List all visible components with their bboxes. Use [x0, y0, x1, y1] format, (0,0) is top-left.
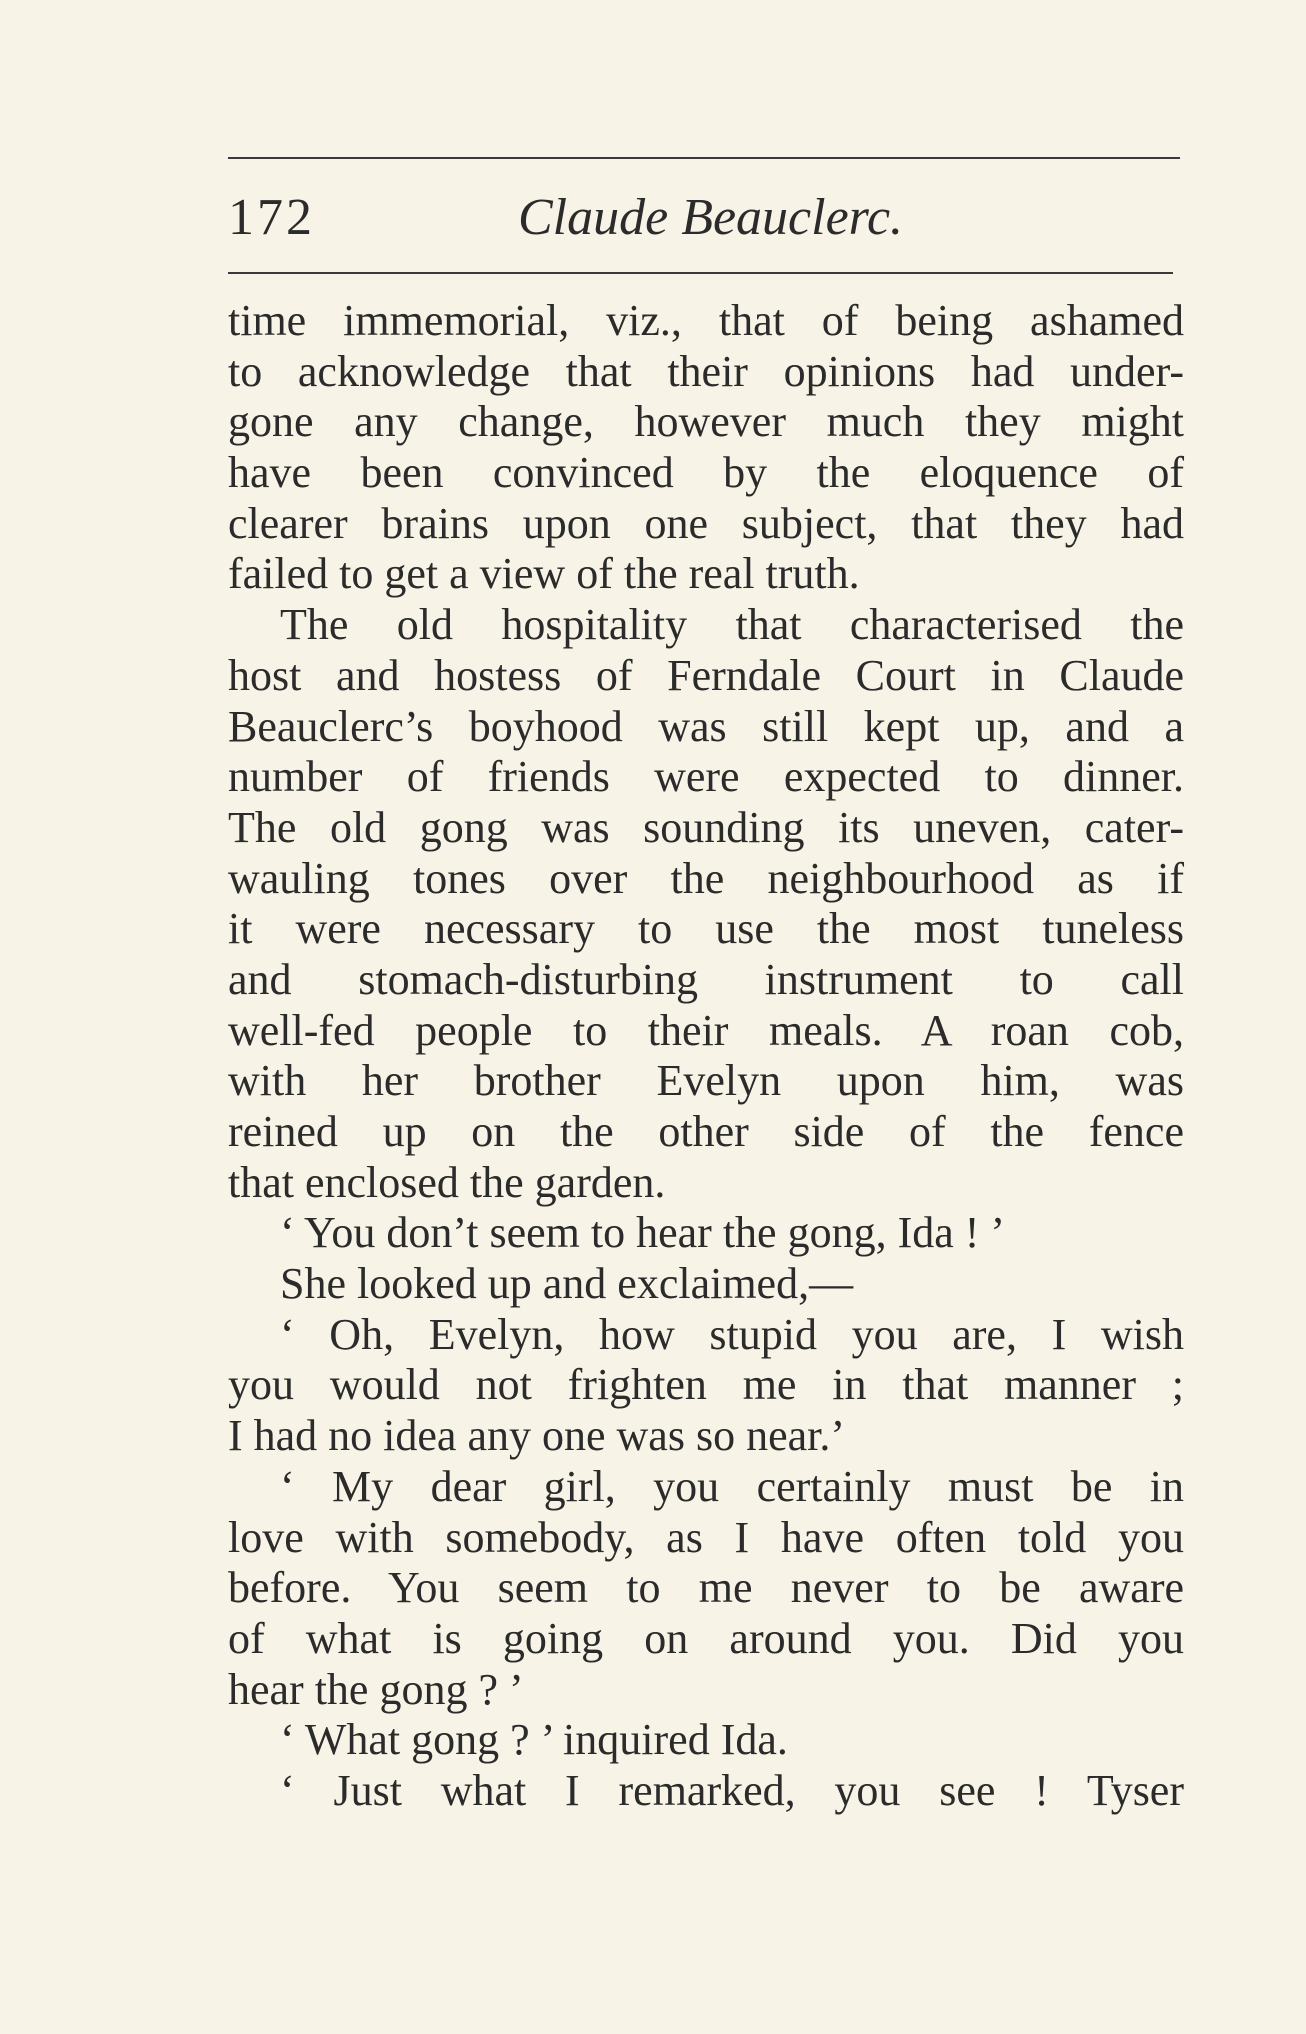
header-rule-top — [228, 157, 1180, 159]
text-line: She looked up and exclaimed,— — [280, 1259, 854, 1309]
text-line: it were necessary to use the most tuneless — [228, 904, 1184, 954]
text-line: love with somebody, as I have often told you — [228, 1512, 1184, 1562]
text-line: time immemorial, viz., that of being ashamed — [228, 296, 1184, 345]
text-line: ‘ You don’t seem to hear the gong, Ida ! ’ — [280, 1208, 1006, 1258]
body-text — [228, 296, 1184, 1817]
text-line: have been convinced by the eloquence of — [228, 448, 1184, 498]
text-line: of what is going on around you. Did you — [228, 1613, 1184, 1663]
page-number: 172 — [228, 189, 315, 246]
text-line: well-fed people to their meals. A roan cob, — [228, 1005, 1184, 1055]
text-line: number of friends were expected to dinner. — [228, 752, 1184, 802]
running-title: Claude Beauclerc. — [518, 189, 904, 246]
running-head — [228, 183, 1180, 253]
text-line: reined up on the other side of the fence — [228, 1107, 1184, 1156]
text-line: hear the gong ? ’ — [228, 1664, 524, 1714]
header-rule-bottom — [228, 272, 1173, 274]
text-line: ‘ Just what I remarked, you see ! Tyser — [280, 1765, 1184, 1815]
text-line: Beauclerc’s boyhood was still kept up, and a — [228, 701, 1184, 751]
text-line: clearer brains upon one subject, that they had — [228, 498, 1184, 548]
text-line: to acknowledge that their opinions had under- — [228, 346, 1184, 396]
text-line: gone any change, however much they might — [228, 397, 1184, 447]
text-line: The old hospitality that characterised the — [280, 600, 1184, 650]
text-line: that enclosed the garden. — [228, 1157, 666, 1207]
text-line: ‘ My dear girl, you certainly must be in — [280, 1461, 1184, 1511]
text-line: wauling tones over the neighbourhood as if — [228, 853, 1184, 903]
text-line: and stomach-disturbing instrument to call — [228, 954, 1184, 1004]
text-line: I had no idea any one was so near.’ — [228, 1411, 846, 1461]
text-line: host and hostess of Ferndale Court in Claude — [228, 650, 1184, 700]
text-line: ‘ Oh, Evelyn, how stupid you are, I wish — [280, 1309, 1184, 1359]
text-line: you would not frighten me in that manner ; — [228, 1360, 1184, 1410]
text-line: before. You seem to me never to be aware — [228, 1563, 1184, 1613]
text-line: ‘ What gong ? ’ inquired Ida. — [280, 1715, 788, 1765]
text-line: with her brother Evelyn upon him, was — [228, 1056, 1184, 1106]
text-line: failed to get a view of the real truth. — [228, 549, 860, 599]
text-line: The old gong was sounding its uneven, cater- — [228, 802, 1184, 852]
